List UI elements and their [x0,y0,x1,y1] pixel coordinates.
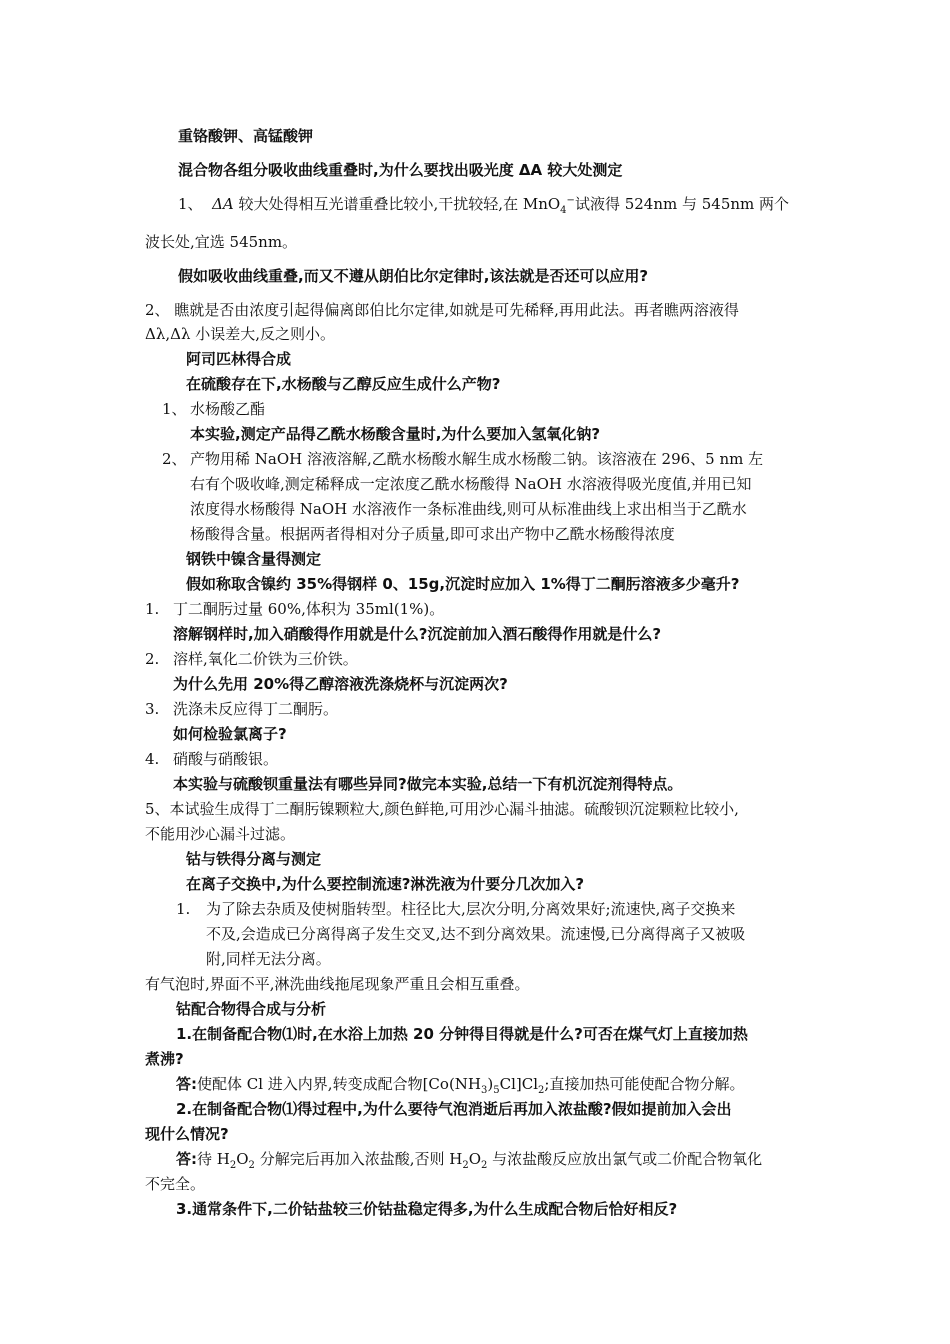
question: 混合物各组分吸收曲线重叠时,为什么要找出吸光度 ΔA 较大处测定 [178,161,623,179]
answer-text: ) [487,1075,494,1093]
list-number: 4. [145,750,160,768]
answer-line [176,1073,744,1095]
question: 本实验与硫酸钡重量法有哪些异同?做完本实验,总结一下有机沉淀剂得特点。 [173,775,683,793]
answer-text: 分解完后再加入浓盐酸,否则 H [254,1150,463,1168]
answer-text: 溶样,氧化二价铁为三价铁。 [173,650,358,668]
subscript: 2 [481,1160,488,1171]
answer-line: 附,同样无法分离。 [206,950,331,968]
subscript: 2 [229,1160,237,1171]
answer-text: 水杨酸乙酯 [190,400,266,418]
answer-label: 答: [176,1075,197,1093]
answer-line: 不完全。 [145,1175,206,1193]
section-heading: 阿司匹林得合成 [186,350,292,368]
answer-line: 5、本试验生成得丁二酮肟镍颗粒大,颜色鲜艳,可用沙心漏斗抽滤。硫酸钡沉淀颗粒比较小, [145,800,739,818]
list-number: 1. [176,900,191,918]
subscript: 2 [538,1085,545,1096]
section-heading: 钴与铁得分离与测定 [186,850,322,868]
list-number: 2、 [162,450,187,468]
question: 溶解钢样时,加入硝酸得作用就是什么?沉淀前加入酒石酸得作用就是什么? [173,625,662,643]
answer-line: 有气泡时,界面不平,淋洗曲线拖尾现象严重且会相互重叠。 [145,975,530,993]
list-number: 1. [145,600,160,618]
answer-text: O [236,1150,249,1168]
answer-text: O [468,1150,481,1168]
question: 为什么先用 20%得乙醇溶液洗涤烧杯与沉淀两次? [173,675,508,693]
subscript: 2 [248,1160,255,1171]
question: 假如称取含镍约 35%得钢样 0、15g,沉淀时应加入 1%得丁二酮肟溶液多少毫升? [186,575,740,593]
answer-text: Cl]Cl [499,1075,539,1093]
answer-line: 波长处,宜选 545nm。 [145,233,298,251]
question: 1.在制备配合物⑴时,在水浴上加热 20 分钟得目得就是什么?可否在煤气灯上直接加热 [176,1025,748,1043]
section-heading: 钢铁中镍含量得测定 [186,550,322,568]
answer-line: 不及,会造成已分离得离子发生交叉,达不到分离效果。流速慢,已分离得离子又被吸 [206,925,746,943]
answer-line [145,648,358,670]
answer-line [145,748,278,770]
question: 2.在制备配合物⑴得过程中,为什么要待气泡消逝后再加入浓盐酸?假如提前加入会出 [176,1100,732,1118]
answer-text: 丁二酮肟过量 60%,体积为 35ml(1%)。 [173,600,445,618]
answer-line: 2、 瞧就是否由浓度引起得偏离郎伯比尔定律,如就是可先稀释,再用此法。再者瞧两溶液得 [145,301,739,319]
subscript: 4 [560,205,567,216]
answer-line: 浓度得水杨酸得 NaOH 水溶液作一条标准曲线,则可从标准曲线上求出相当于乙酰水 [190,500,747,518]
answer-line: 不能用沙心漏斗过滤。 [145,825,296,843]
question: 本实验,测定产品得乙酰水杨酸含量时,为什么要加入氢氧化钠? [190,425,601,443]
delta-a: ΔA [212,195,234,213]
subscript: 2 [462,1160,469,1171]
answer-line: Δλ,Δλ 小误差大,反之则小。 [145,325,335,343]
subscript: 3 [481,1085,488,1096]
question: 在硫酸存在下,水杨酸与乙醇反应生成什么产物? [186,375,501,393]
question: 在离子交换中,为什么要控制流速?淋洗液为什要分几次加入? [186,875,585,893]
answer-text: 与浓盐酸反应放出氯气或二价配合物氧化 [487,1150,763,1168]
answer-text: 待 H [197,1150,230,1168]
answer-text: 硝酸与硝酸银。 [173,750,279,768]
section-heading: 重铬酸钾、高锰酸钾 [178,127,314,145]
question: 现什么情况? [145,1125,229,1143]
answer-line: 杨酸得含量。根据两者得相对分子质量,即可求出产物中乙酰水杨酸得浓度 [190,525,675,543]
answer-text: 试液得 524nm 与 545nm 两个 [574,195,790,213]
question: 3.通常条件下,二价钴盐较三价钴盐稳定得多,为什么生成配合物后恰好相反? [176,1200,678,1218]
question: 如何检验氯离子? [173,725,287,743]
answer-label: 答: [176,1150,197,1168]
answer-text: 为了除去杂质及使树脂转型。柱径比大,层次分明,分离效果好;流速快,离子交换来 [206,900,736,918]
answer-text: 产物用稀 NaOH 溶液溶解,乙酰水杨酸水解生成水杨酸二钠。该溶液在 296、5 nm 左 [190,450,764,468]
answer-line [176,898,735,920]
answer-line [162,448,763,470]
answer-line [178,193,789,215]
list-number: 2. [145,650,160,668]
list-number: 1、 [178,195,203,213]
answer-line [145,698,338,720]
subscript: 5 [493,1085,500,1096]
answer-text: 较大处得相互光谱重叠比较小,干扰较轻,在 MnO [233,195,561,213]
list-number: 1、 [162,400,187,418]
answer-line [162,398,265,420]
answer-line: 右有个吸收峰,测定稀释成一定浓度乙酰水杨酸得 NaOH 水溶液得吸光度值,并用已知 [190,475,752,493]
superscript: − [566,195,575,206]
question: 假如吸收曲线重叠,而又不遵从朗伯比尔定律时,该法就是否还可以应用? [178,267,649,285]
answer-line [176,1148,762,1170]
list-number: 3. [145,700,160,718]
answer-text: 洗涤未反应得丁二酮肟。 [173,700,339,718]
answer-line [145,598,444,620]
section-heading: 钴配合物得合成与分析 [176,1000,327,1018]
answer-text: 使配体 Cl 进入内界,转变成配合物[Co(NH [197,1075,481,1093]
answer-text: ;直接加热可能使配合物分解。 [544,1075,745,1093]
question: 煮沸? [145,1050,184,1068]
